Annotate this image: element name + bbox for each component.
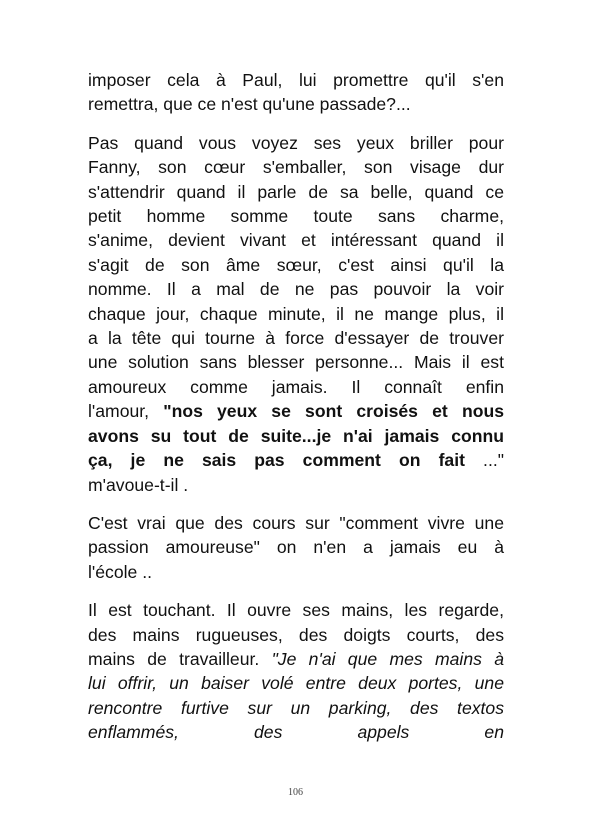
text-span: l'école .. — [88, 561, 152, 582]
text-line — [88, 228, 504, 252]
text-span: amoureux comme jamais. Il connaît enfin — [88, 376, 504, 397]
text-line — [88, 155, 504, 179]
text-line — [88, 424, 504, 448]
text-span: s'anime, devient vivant et intéressant quand il — [88, 230, 504, 251]
text-span: remettra, que ce n'est qu'une passade?... — [88, 94, 411, 115]
text-line — [88, 598, 504, 622]
text-span: une solution sans blesser personne... Mais il est — [88, 352, 504, 373]
text-span: imposer cela à Paul, lui promettre qu'il s'en — [88, 70, 504, 90]
text-line — [88, 671, 504, 695]
text-span: a la tête qui tourne à force d'essayer de trouver — [88, 328, 504, 349]
text-span: Il est touchant. Il ouvre ses mains, les regarde, — [88, 600, 504, 621]
text-span: nomme. Il a mal de ne pas pouvoir la voir — [88, 279, 504, 300]
text-span: des mains rugueuses, des doigts courts, des — [88, 624, 504, 645]
text-span: C'est vrai que des cours sur "comment vivre une — [88, 512, 504, 533]
paragraph — [88, 131, 504, 497]
text-line — [88, 350, 504, 374]
paragraph — [88, 68, 504, 117]
text-line — [88, 204, 504, 228]
text-line — [88, 277, 504, 301]
text-span: chaque jour, chaque minute, il ne mange plus, il — [88, 303, 504, 324]
italic-quote-text: enflammés, des appels en — [88, 722, 504, 743]
text-line — [88, 68, 504, 92]
text-line — [88, 511, 504, 535]
text-line — [88, 375, 504, 399]
text-line — [88, 92, 504, 116]
bold-quote-text: avons su tout de suite...je n'ai jamais connu — [88, 425, 504, 446]
text-span: Pas quand vous voyez ses yeux briller pour — [88, 132, 504, 153]
text-line — [88, 131, 504, 155]
text-line — [88, 696, 504, 720]
text-span: m'avoue-t-il . — [88, 474, 189, 495]
text-line — [88, 326, 504, 350]
text-line — [88, 535, 504, 559]
text-span: mains de travailleur. — [88, 648, 272, 669]
text-span: ..." — [464, 450, 504, 471]
text-span: passion amoureuse" on n'en a jamais eu à — [88, 537, 504, 558]
text-line — [88, 720, 504, 744]
text-line — [88, 623, 504, 647]
text-line — [88, 647, 504, 671]
text-line — [88, 473, 504, 497]
italic-quote-text: rencontre furtive sur un parking, des textos — [88, 697, 504, 718]
text-line — [88, 399, 504, 423]
text-line — [88, 448, 504, 472]
text-span: Fanny, son cœur s'emballer, son visage dur — [88, 157, 504, 178]
text-line — [88, 302, 504, 326]
page-number: 106 — [288, 787, 303, 798]
document-page — [88, 68, 504, 759]
text-span: s'attendrir quand il parle de sa belle, quand ce — [88, 181, 504, 202]
paragraph — [88, 598, 504, 744]
italic-quote-text: "Je n'ai que mes mains à — [271, 648, 504, 669]
text-span: s'agit de son âme sœur, c'est ainsi qu'il la — [88, 254, 504, 275]
italic-quote-text: lui offrir, un baiser volé entre deux portes, une — [88, 673, 504, 694]
paragraph — [88, 511, 504, 584]
text-line — [88, 560, 504, 584]
text-line — [88, 253, 504, 277]
text-span: l'amour, — [88, 401, 164, 422]
bold-quote-text: "nos yeux se sont croisés et nous — [163, 401, 504, 422]
text-span: petit homme somme toute sans charme, — [88, 206, 504, 227]
bold-quote-text: ça, je ne sais pas comment on fait — [88, 450, 465, 471]
text-line — [88, 180, 504, 204]
